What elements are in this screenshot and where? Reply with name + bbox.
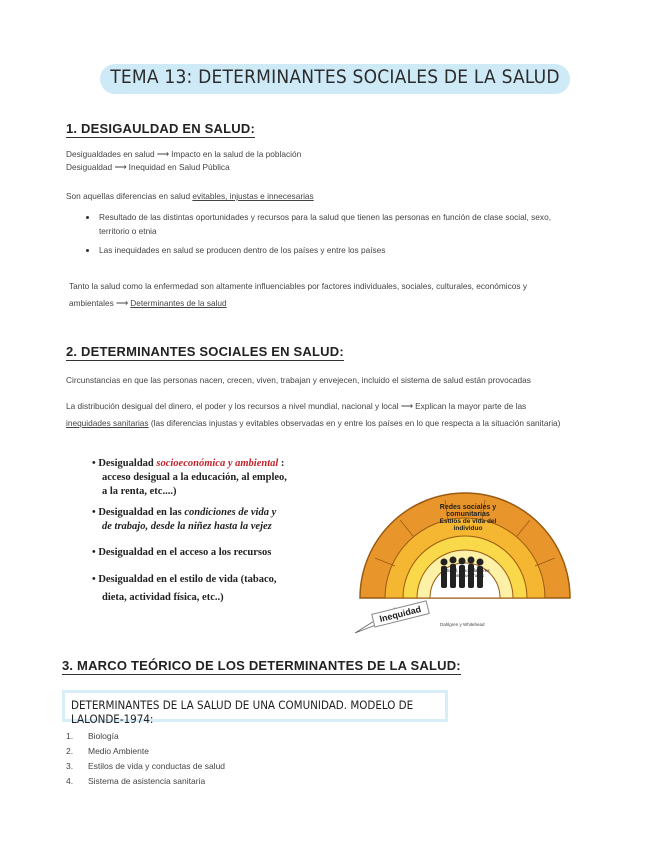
s2-line3: inequidades sanitarias (las diferencias injustas y evitables observadas en y entre los países en lo que respecta a la situación sanitaria) (66, 418, 561, 428)
model-list (66, 731, 225, 791)
outer-arc-label: Condiciones socioeconómicas, culturales y ambientales (400, 446, 535, 482)
s2-line1: Circunstancias en que las personas nacen, crecen, viven, trabajan y envejecen, incluido el sistema de salud están provocadas (66, 375, 531, 385)
figure-bullet-1: • Desigualdad socioeconómica y ambiental : acceso desigual a la educación, al empleo, a la renta, etc....) (92, 458, 287, 497)
figure-bullet-3: • Desigualdad en el acceso a los recursos (92, 547, 272, 558)
model-box: DETERMINANTES DE LA SALUD DE UNA COMUNIDAD. MODELO DE LALONDE-1974: (62, 690, 448, 722)
figure-bullet-4: • Desigualdad en el estilo de vida (tabaco, dieta, actividad física, etc..) (92, 574, 277, 603)
section-1-heading: 1. DESIGAULDAD EN SALUD: (66, 121, 255, 136)
bullet-icon (86, 249, 89, 252)
s1-bullet-2: Las inequidades en salud se producen dentro de los países y entre los países (86, 244, 385, 256)
arrow-icon: ⟶ (116, 298, 128, 308)
s2-line2: La distribución desigual del dinero, el poder y los recursos a nivel mundial, nacional y local ⟶ Explican la mayor parte de las (66, 401, 527, 411)
s1-line1: Desigualdades en salud ⟶ Impacto en la salud de la población (66, 149, 302, 159)
inequidad-label: Inequidad (371, 600, 429, 627)
s1-definition: Son aquellas diferencias en salud evitables, injustas e innecesarias (66, 191, 314, 201)
figure-credit: Dahlgren y Whitehead (440, 622, 485, 627)
section-2-heading: 2. DETERMINANTES SOCIALES EN SALUD: (66, 344, 344, 359)
list-item: 3. Estilos de vida y conductas de salud (66, 761, 226, 771)
s1-paragraph-end: ambientales ⟶ Determinantes de la salud (69, 298, 227, 308)
s1-paragraph: Tanto la salud como la enfermedad son altamente influenciables por factores individuales, sociales, culturales, económicos y (69, 281, 527, 291)
inner-arc-label: Estilos de vida del individuo (439, 518, 497, 532)
bullet-icon (86, 216, 89, 219)
mid-arc-label: Redes sociales y comunitarias (439, 504, 497, 518)
s1-bullet-1: Resultado de las distintas oportunidades y recursos para la salud que tienen las personas en función de clase social, sexo, (86, 211, 606, 223)
page-title: TEMA 13: DETERMINANTES SOCIALES DE LA SALUD (110, 66, 560, 88)
s1-line2: Desigualdad ⟶ Inequidad en Salud Pública (66, 162, 230, 172)
arrow-icon: ⟶ (114, 162, 127, 172)
s1-bullet-1-cont: territorio o etnia (99, 226, 157, 236)
list-item: 1. Biología (66, 731, 119, 741)
arrow-icon: ⟶ (400, 401, 413, 411)
list-item: 4. Sistema de asistencia sanitaria (66, 776, 206, 786)
list-item: 2. Medio Ambiente (66, 746, 149, 756)
figure-bullet-2: • Desigualdad en las condiciones de vida y de trabajo, desde la niñez hasta la vejez (92, 507, 277, 532)
arrow-icon: ⟶ (156, 149, 169, 159)
section-3-heading: 3. MARCO TEÓRICO DE LOS DETERMINANTES DE LA SALUD: (62, 658, 461, 673)
center-label: Edad, sexo y factores constitucionales (446, 568, 490, 578)
